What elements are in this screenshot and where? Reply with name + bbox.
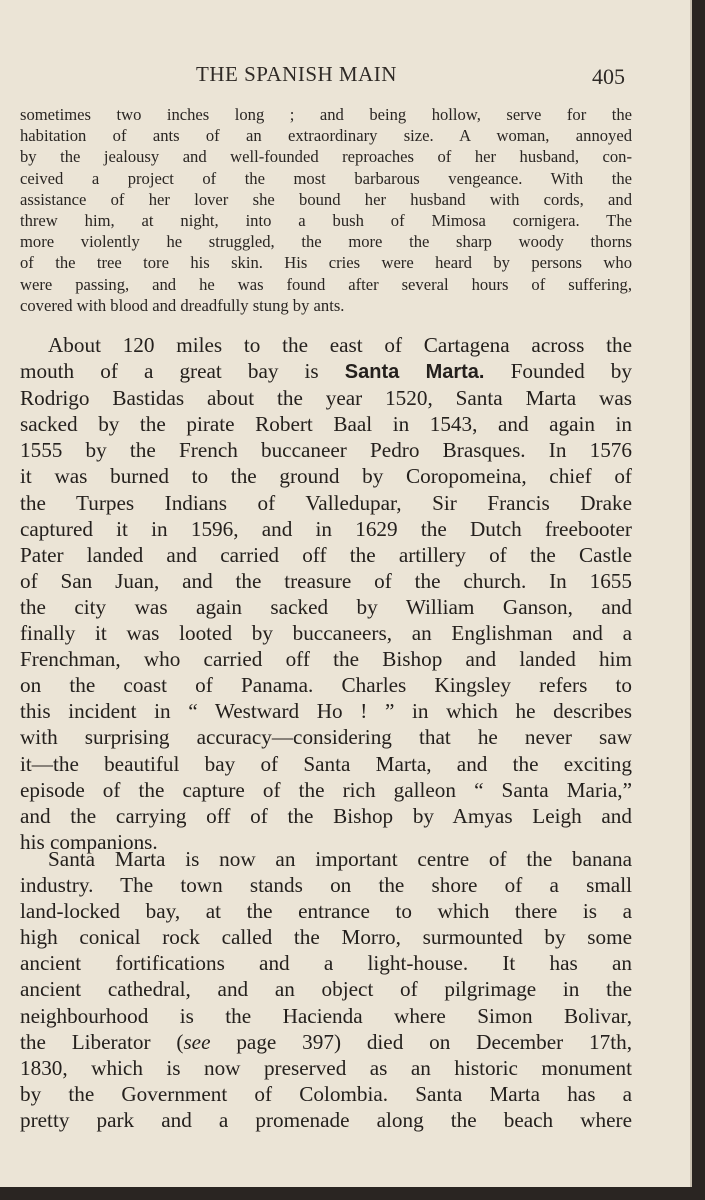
running-title: THE SPANISH MAIN (196, 62, 397, 86)
place-name-bold: Santa Marta. (344, 361, 485, 384)
body-line (20, 1029, 632, 1055)
body-line: 1830, which is now preserved as an historic monument (20, 1055, 632, 1080)
paragraph-santa-marta-today (20, 846, 632, 1133)
note-line: sometimes two inches long ; and being hollow, serve for the (20, 105, 632, 124)
body-line: with surprising accuracy—considering that he never saw (20, 725, 632, 750)
body-line: Rodrigo Bastidas about the year 1520, Santa Marta was (20, 386, 632, 411)
body-line: this incident in “ Westward Ho ! ” in which he describes (20, 699, 632, 724)
body-text: About 120 miles to the east of Cartagena across the (48, 333, 632, 357)
body-line: Santa Marta is now an important centre of the banana (48, 847, 632, 871)
body-line: high conical rock called the Morro, surmounted by some (20, 925, 632, 950)
paragraph-santa-marta-history (20, 332, 632, 855)
body-line: industry. The town stands on the shore of a small (20, 873, 632, 898)
body-text: the Liberator ( (20, 1029, 184, 1054)
body-line (20, 358, 632, 385)
body-text: mouth of a great bay is (20, 359, 345, 384)
body-line: and the carrying off of the Bishop by Amyas Leigh and (20, 803, 632, 828)
body-line: Pater landed and carried off the artillery of the Castle (20, 542, 632, 567)
body-line: it—the beautiful bay of Santa Marta, and the exciting (20, 751, 632, 776)
body-line: on the coast of Panama. Charles Kingsley refers to (20, 673, 632, 698)
body-line: the Turpes Indians of Valledupar, Sir Francis Drake (20, 490, 632, 515)
body-line: ancient cathedral, and an object of pilgrimage in the (20, 977, 632, 1002)
body-line: ancient fortifications and a light-house. It has an (20, 951, 632, 976)
body-text: Founded by (484, 359, 632, 384)
body-line: Frenchman, who carried off the Bishop and landed him (20, 647, 632, 672)
body-line: episode of the capture of the rich galleon “ Santa Maria,” (20, 777, 632, 802)
note-line: ceived a project of the most barbarous vengeance. With the (20, 168, 632, 188)
body-line: captured it in 1596, and in 1629 the Dutch freebooter (20, 516, 632, 541)
note-line: assistance of her lover she bound her husband with cords, and (20, 189, 632, 209)
note-line: by the jealousy and well-founded reproaches of her husband, con- (20, 147, 632, 167)
body-line (20, 332, 632, 358)
page-header (0, 62, 692, 92)
note-line: threw him, at night, into a bush of Mimosa cornigera. The (20, 211, 632, 231)
note-line: habitation of ants of an extraordinary size. A woman, annoyed (20, 126, 632, 146)
body-line: pretty park and a promenade along the beach where (20, 1107, 632, 1132)
italic-see: see (183, 1029, 211, 1054)
body-line: 1555 by the French buccaneer Pedro Brasques. In 1576 (20, 438, 632, 463)
body-line: it was burned to the ground by Coropomeina, chief of (20, 464, 632, 489)
body-line: neighbourhood is the Hacienda where Simon Bolivar, (20, 1003, 632, 1028)
note-line: more violently he struggled, the more the sharp woody thorns (20, 232, 632, 252)
body-line: land-locked bay, at the entrance to which there is a (20, 899, 632, 924)
body-line: sacked by the pirate Robert Baal in 1543, and again in (20, 412, 632, 437)
body-text: page 397) died on December 17th, (210, 1029, 633, 1054)
page-number: 405 (592, 64, 625, 89)
body-line: by the Government of Colombia. Santa Marta has a (20, 1081, 632, 1106)
body-line: of San Juan, and the treasure of the church. In 1655 (20, 568, 632, 593)
body-line: his companions. (20, 829, 158, 854)
body-line: finally it was looted by buccaneers, an Englishman and a (20, 621, 632, 646)
note-line: covered with blood and dreadfully stung by ants. (20, 295, 345, 315)
note-line: of the tree tore his skin. His cries were heard by persons who (20, 253, 632, 273)
footnote-block (20, 104, 632, 316)
note-line: were passing, and he was found after several hours of suffering, (20, 274, 632, 294)
body-line: the city was again sacked by William Ganson, and (20, 594, 632, 619)
